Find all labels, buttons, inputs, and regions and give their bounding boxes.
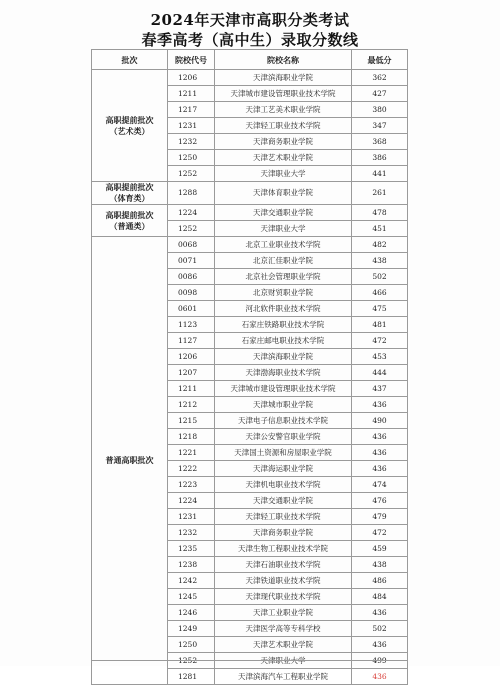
- name-cell: 天津渤海职业技术学院: [215, 365, 352, 381]
- table-row: [92, 205, 408, 221]
- code-cell: 1238: [168, 557, 215, 573]
- code-cell: 1223: [168, 477, 215, 493]
- code-cell: 1211: [168, 381, 215, 397]
- name-cell: 天津滨海职业学院: [215, 349, 352, 365]
- score-cell: 386: [352, 150, 408, 166]
- score-cell: 451: [352, 221, 408, 237]
- name-cell: 天津轻工职业技术学院: [215, 118, 352, 134]
- code-cell: 1250: [168, 637, 215, 653]
- name-cell: 天津艺术职业学院: [215, 637, 352, 653]
- score-cell: 481: [352, 317, 408, 333]
- name-cell: 天津工艺美术职业学院: [215, 102, 352, 118]
- score-cell: 380: [352, 102, 408, 118]
- table-bottom-border: [91, 660, 407, 661]
- code-cell: 1252: [168, 221, 215, 237]
- header-name: 院校名称: [215, 50, 352, 70]
- score-cell: 474: [352, 477, 408, 493]
- name-cell: 天津轻工职业技术学院: [215, 509, 352, 525]
- batch-label-line: 普通高职批次: [105, 455, 154, 465]
- score-cell: 499: [352, 653, 408, 669]
- name-cell: 天津交通职业学院: [215, 205, 352, 221]
- score-cell: 486: [352, 573, 408, 589]
- score-cell: 482: [352, 237, 408, 253]
- score-cell: 436: [352, 461, 408, 477]
- code-cell: 1224: [168, 493, 215, 509]
- score-cell: 484: [352, 589, 408, 605]
- score-cell: 438: [352, 253, 408, 269]
- score-cell: 459: [352, 541, 408, 557]
- table-body: [92, 70, 408, 685]
- name-cell: 天津滨海职业学院: [215, 70, 352, 86]
- score-cell: 475: [352, 301, 408, 317]
- code-cell: 0601: [168, 301, 215, 317]
- name-cell: 天津国土资源和房屋职业学院: [215, 445, 352, 461]
- score-cell: 362: [352, 70, 408, 86]
- code-cell: 1211: [168, 86, 215, 102]
- batch-label-line: （普通类）: [109, 220, 150, 231]
- name-cell: 天津城市建设管理职业技术学院: [215, 381, 352, 397]
- code-cell: 1206: [168, 70, 215, 86]
- page-title: 2024年天津市高职分类考试: [150, 11, 350, 29]
- code-cell: 1252: [168, 653, 215, 669]
- batch-label-line: （艺术类）: [109, 125, 150, 136]
- name-cell: 北京工业职业技术学院: [215, 237, 352, 253]
- name-cell: 天津生物工程职业技术学院: [215, 541, 352, 557]
- score-cell: 466: [352, 285, 408, 301]
- name-cell: 天津城市职业学院: [215, 397, 352, 413]
- score-cell: 490: [352, 413, 408, 429]
- name-cell: 天津石油职业技术学院: [215, 557, 352, 573]
- table-row: [92, 237, 408, 253]
- score-cell: 427: [352, 86, 408, 102]
- code-cell: 1252: [168, 166, 215, 182]
- name-cell: 天津电子信息职业技术学院: [215, 413, 352, 429]
- code-cell: 1222: [168, 461, 215, 477]
- code-cell: 1215: [168, 413, 215, 429]
- score-cell: 436: [352, 669, 408, 685]
- header-code: 院校代号: [168, 50, 215, 70]
- code-cell: 1231: [168, 509, 215, 525]
- code-cell: 1288: [168, 182, 215, 205]
- score-cell: 347: [352, 118, 408, 134]
- score-cell: 453: [352, 349, 408, 365]
- name-cell: 天津职业大学: [215, 653, 352, 669]
- name-cell: 天津商务职业学院: [215, 525, 352, 541]
- name-cell: 北京汇佳职业学院: [215, 253, 352, 269]
- name-cell: 北京财贸职业学院: [215, 285, 352, 301]
- batch-label: [92, 182, 168, 205]
- code-cell: 1242: [168, 573, 215, 589]
- score-cell: 502: [352, 621, 408, 637]
- name-cell: 天津艺术职业学院: [215, 150, 352, 166]
- score-cell: 479: [352, 509, 408, 525]
- table-row: [92, 70, 408, 86]
- name-cell: 石家庄邮电职业技术学院: [215, 333, 352, 349]
- name-cell: 天津体育职业学院: [215, 182, 352, 205]
- code-cell: 0071: [168, 253, 215, 269]
- name-cell: 天津交通职业学院: [215, 493, 352, 509]
- batch-label: [92, 205, 168, 237]
- code-cell: 1249: [168, 621, 215, 637]
- name-cell: 天津工业职业学院: [215, 605, 352, 621]
- code-cell: 1250: [168, 150, 215, 166]
- name-cell: 北京社会管理职业学院: [215, 269, 352, 285]
- name-cell: 石家庄铁路职业技术学院: [215, 317, 352, 333]
- code-cell: 1123: [168, 317, 215, 333]
- header-batch: 批次: [92, 50, 168, 70]
- name-cell: 天津现代职业技术学院: [215, 589, 352, 605]
- name-cell: 天津商务职业学院: [215, 134, 352, 150]
- code-cell: 1231: [168, 118, 215, 134]
- code-cell: 1221: [168, 445, 215, 461]
- score-cell: 438: [352, 557, 408, 573]
- name-cell: 天津职业大学: [215, 166, 352, 182]
- name-cell: 天津机电职业技术学院: [215, 477, 352, 493]
- table-header-row: [92, 50, 408, 70]
- batch-label-line: （体育类）: [109, 193, 150, 203]
- score-cell: 476: [352, 493, 408, 509]
- code-cell: 1218: [168, 429, 215, 445]
- score-cell: 436: [352, 429, 408, 445]
- score-cell: 261: [352, 182, 408, 205]
- code-cell: 1207: [168, 365, 215, 381]
- code-cell: 1246: [168, 605, 215, 621]
- score-cell: 441: [352, 166, 408, 182]
- score-cell: 436: [352, 637, 408, 653]
- score-cell: 368: [352, 134, 408, 150]
- code-cell: 1235: [168, 541, 215, 557]
- batch-label: [92, 237, 168, 685]
- name-cell: 天津铁道职业技术学院: [215, 573, 352, 589]
- page-subtitle: 春季高考（高中生）录取分数线: [141, 31, 359, 49]
- code-cell: 1206: [168, 349, 215, 365]
- score-cell: 502: [352, 269, 408, 285]
- score-cell: 436: [352, 605, 408, 621]
- code-cell: 1281: [168, 669, 215, 685]
- name-cell: 天津城市建设管理职业技术学院: [215, 86, 352, 102]
- code-cell: 1127: [168, 333, 215, 349]
- name-cell: 天津公安警官职业学院: [215, 429, 352, 445]
- code-cell: 0068: [168, 237, 215, 253]
- code-cell: 1245: [168, 589, 215, 605]
- batch-label-line: 高职提前批次: [105, 209, 154, 220]
- code-cell: 0086: [168, 269, 215, 285]
- admission-score-table: [91, 49, 408, 685]
- score-cell: 437: [352, 381, 408, 397]
- name-cell: 天津海运职业学院: [215, 461, 352, 477]
- header-score: 最低分: [352, 50, 408, 70]
- name-cell: 天津滨海汽车工程职业学院: [215, 669, 352, 685]
- name-cell: 河北软件职业技术学院: [215, 301, 352, 317]
- score-cell: 472: [352, 333, 408, 349]
- batch-label-line: 高职提前批次: [105, 114, 154, 125]
- code-cell: 1217: [168, 102, 215, 118]
- code-cell: 1232: [168, 134, 215, 150]
- code-cell: 0098: [168, 285, 215, 301]
- name-cell: 天津职业大学: [215, 221, 352, 237]
- score-cell: 436: [352, 397, 408, 413]
- batch-label: [92, 70, 168, 182]
- name-cell: 天津医学高等专科学校: [215, 621, 352, 637]
- score-cell: 436: [352, 445, 408, 461]
- score-cell: 444: [352, 365, 408, 381]
- batch-label-line: 高职提前批次: [105, 182, 154, 192]
- code-cell: 1212: [168, 397, 215, 413]
- score-cell: 478: [352, 205, 408, 221]
- table-row: [92, 182, 408, 205]
- code-cell: 1224: [168, 205, 215, 221]
- code-cell: 1232: [168, 525, 215, 541]
- score-cell: 472: [352, 525, 408, 541]
